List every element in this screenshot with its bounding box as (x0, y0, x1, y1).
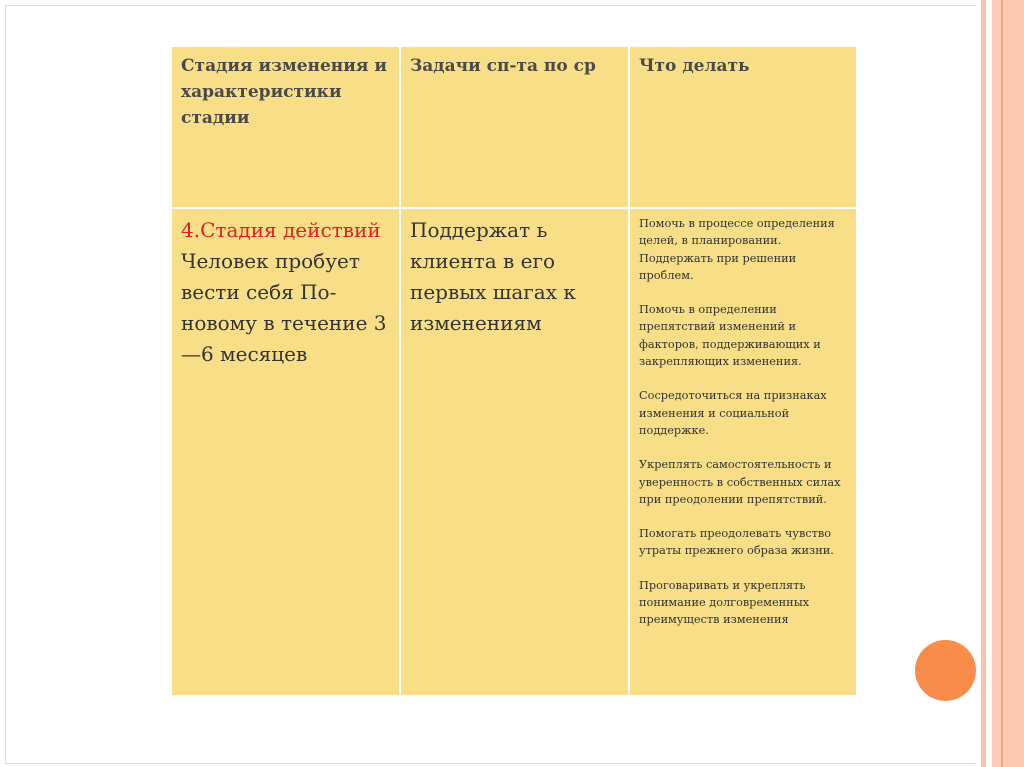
table-row (171, 208, 857, 696)
actions-cell (629, 208, 857, 696)
decor-stripe (1003, 0, 1024, 767)
action-item: Помочь в определении препятствий изменений и факторов, поддерживающих и закрепляющих изменения. (639, 303, 821, 369)
header-actions: Что делать (629, 46, 857, 208)
header-stage: Стадия изменения и характеристики стадии (171, 46, 400, 208)
decor-circle (915, 640, 976, 701)
stage-table (170, 45, 858, 697)
action-item: Проговаривать и укреплять понимание долговременных преимуществ изменения (639, 578, 810, 627)
decor-stripe (981, 0, 986, 767)
stage-title: 4.Стадия действий (181, 218, 381, 242)
decor-stripe (992, 0, 1001, 767)
stage-description: Человек пробует вести себя По-новому в течение 3—6 месяцев (181, 249, 387, 366)
action-item: Помочь в процессе определения целей, в планировании. Поддержать при решении проблем. (639, 217, 835, 282)
action-item: Помогать преодолевать чувство утраты прежнего образа жизни. (639, 527, 834, 558)
table-header-row (171, 46, 857, 208)
tasks-cell: Поддержат ь клиента в его первых шагах к изменениям (400, 208, 629, 696)
action-item: Сосредоточиться на признаках изменения и социальной поддержке. (639, 389, 827, 437)
action-item: Укреплять самостоятельность и уверенность в собственных силах при преодолении препятствий. (639, 458, 841, 506)
header-tasks: Задачи сп-та по ср (400, 46, 629, 208)
stage-cell (171, 208, 400, 696)
